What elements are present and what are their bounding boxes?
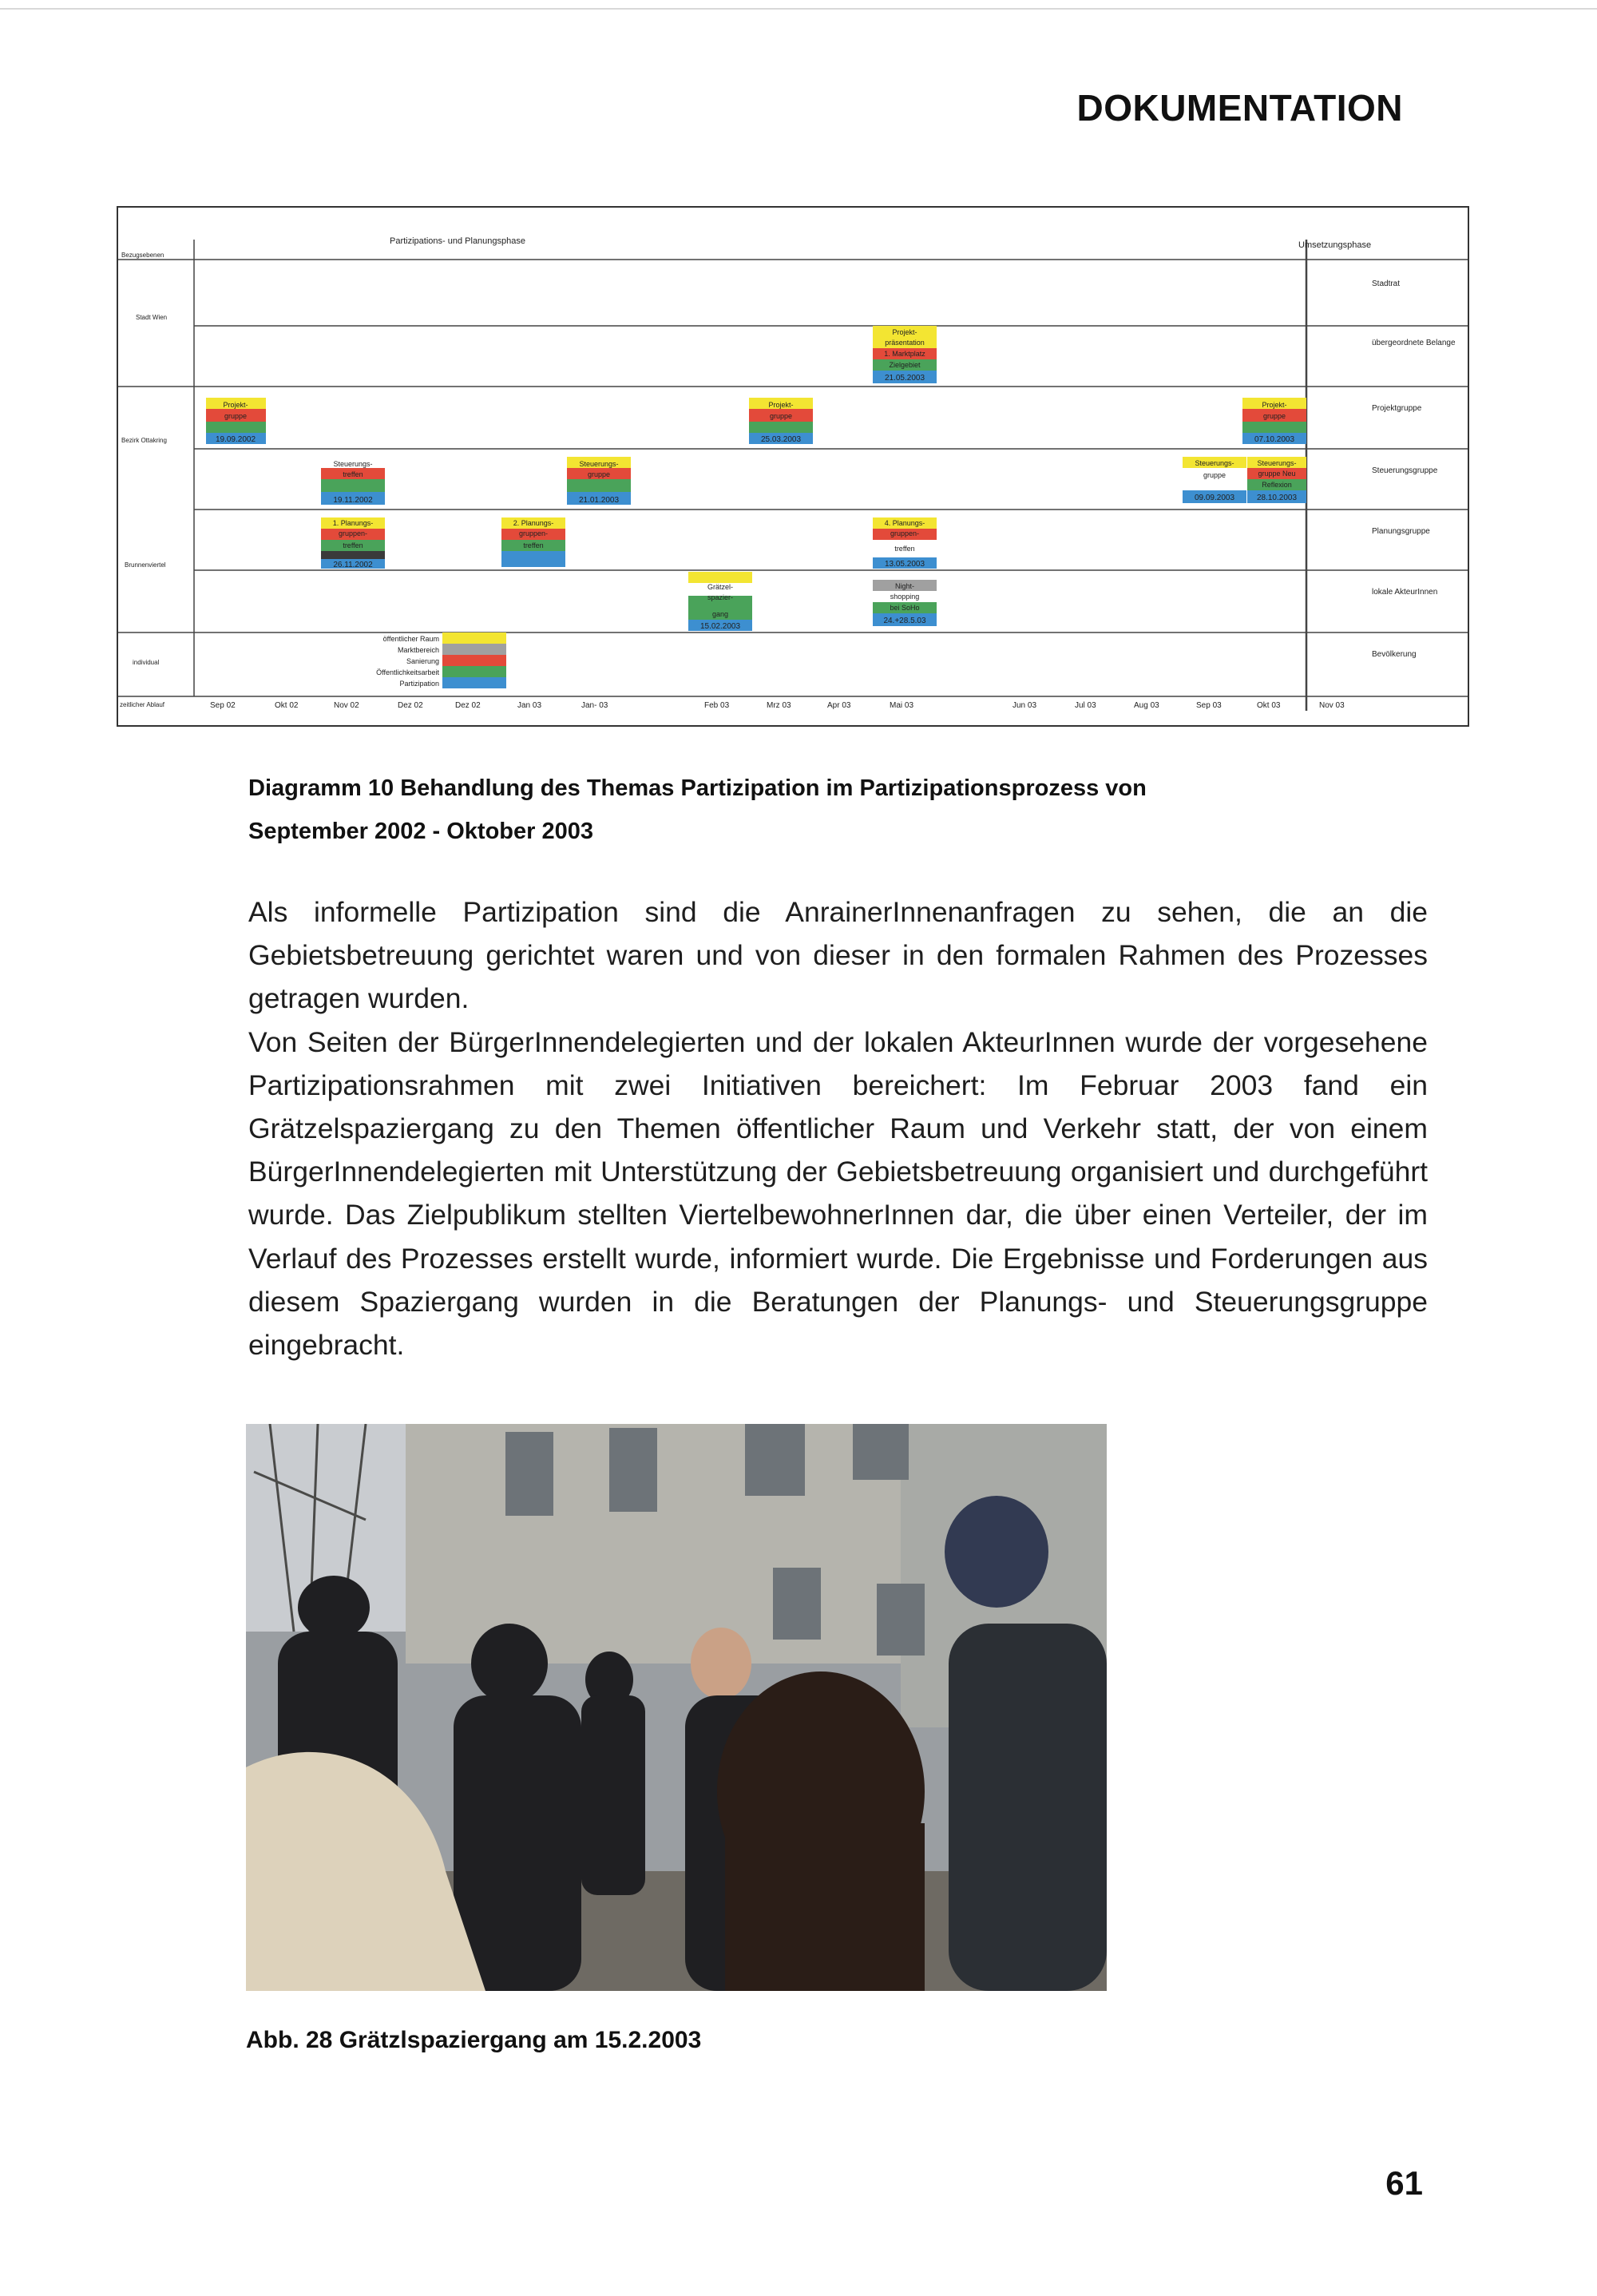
caption-line-1: Diagramm 10 Behandlung des Themas Partizipation im Partizipationsprozess von [248,775,1147,801]
svg-text:Öffentlichkeitsarbeit: Öffentlichkeitsarbeit [376,668,439,676]
paragraph-2: Von Seiten der BürgerInnendelegierten und der lokalen AkteurInnen wurde der vorgesehene Partizipationsrahmen mit zwei Initiativen bereichert: Im Februar 2003 fand ein Grätzelspaziergang zu den Themen öffentlicher Raum und Verkehr statt, der von einem BürgerInnendelegierten mit Unterstützung der Gebietsbetreuung organisiert und durchgeführt wurde. Das Zielpublikum stellten ViertelbewohnerInnen dar, die über einen Verteiler, der im Verlauf des Prozesses erstellt wurde, informiert wurde. Die Ergebnisse und Forderungen aus diesem Spaziergang wurden in die Beratungen der Planungs- und Steuerungsgruppe eingebracht. [248,1025,1428,1362]
month-tick: Feb 03 [704,701,730,710]
svg-text:Zielgebiet: Zielgebiet [889,361,921,369]
svg-text:07.10.2003: 07.10.2003 [1254,435,1295,444]
svg-text:26.11.2002: 26.11.2002 [333,561,373,569]
group-walk-photo [246,1424,1107,1991]
svg-text:treffen: treffen [523,541,544,549]
svg-text:Steuerungs-: Steuerungs- [333,460,373,468]
month-tick: Mai 03 [890,701,914,710]
svg-text:gruppe: gruppe [769,412,793,420]
event-nightshopping [873,580,937,626]
caption-line-2: September 2002 - Oktober 2003 [248,819,593,844]
svg-text:gruppen-: gruppen- [338,529,368,537]
svg-text:Reflexion: Reflexion [1262,481,1292,489]
svg-text:Night-: Night- [894,582,915,590]
month-tick: Jan- 03 [581,701,608,710]
event-graetzelspaziergang [688,572,752,631]
month-tick: Jun 03 [1012,701,1037,710]
event-projektgruppe-2003-03 [749,398,813,444]
phase-implementation-label: Umsetzungsphase [1298,240,1372,250]
svg-text:19.11.2002: 19.11.2002 [333,496,373,505]
svg-text:gang: gang [711,610,729,618]
event-projektpraesentation [873,326,937,383]
svg-text:Partizipation: Partizipation [399,680,439,688]
event-planungsgruppe-4 [873,517,937,569]
right-label-akteure: lokale AkteurInnen [1372,588,1438,597]
svg-text:25.03.2003: 25.03.2003 [760,435,802,444]
svg-text:gruppe Neu: gruppe Neu [1258,470,1296,478]
svg-text:2. Planungs-: 2. Planungs- [513,519,554,527]
month-tick: Mrz 03 [767,701,791,710]
month-tick: Okt 02 [275,701,299,710]
process-diagram [117,206,1469,727]
phase-participation-label: Partizipations- und Planungsphase [390,236,526,246]
month-tick: Okt 03 [1257,701,1281,710]
svg-text:präsentation: präsentation [885,339,925,347]
svg-text:Projekt-: Projekt- [892,328,917,336]
page-number: 61 [1385,2164,1423,2202]
svg-text:Grätzel-: Grätzel- [707,583,734,591]
paragraph-1: Als informelle Partizipation sind die AnrainerInnenanfragen zu sehen, die an die Gebietsbetreuung gerichtet waren und von dieser in den formalen Rahmen des Prozesses getragen wurden. [248,896,1428,1015]
svg-text:Projekt-: Projekt- [1262,401,1287,409]
right-label-bevoelkerung: Bevölkerung [1372,650,1417,659]
svg-text:bei SoHo: bei SoHo [890,604,920,612]
svg-text:Marktbereich: Marktbereich [397,646,439,654]
svg-text:gruppen-: gruppen- [518,529,549,537]
right-label-stadtrat: Stadtrat [1372,280,1401,288]
svg-text:19.09.2002: 19.09.2002 [215,435,256,444]
svg-text:4. Planungs-: 4. Planungs- [884,519,925,527]
svg-text:gruppe: gruppe [224,412,248,420]
svg-text:gruppe: gruppe [1203,471,1226,479]
month-tick: Aug 03 [1134,701,1159,710]
month-tick: Jul 03 [1075,701,1096,710]
event-steuerungsgruppe-2003-01 [567,457,631,505]
level-individual: individual [133,659,160,666]
right-label-projektgruppe: Projektgruppe [1372,404,1422,413]
svg-text:treffen: treffen [343,470,363,478]
svg-text:shopping: shopping [890,593,920,601]
right-label-planungsgruppe: Planungsgruppe [1372,527,1430,536]
svg-text:1. Marktplatz: 1. Marktplatz [884,350,925,358]
svg-text:15.02.2003: 15.02.2003 [699,622,741,631]
svg-text:treffen: treffen [894,545,915,553]
svg-text:gruppen-: gruppen- [890,529,920,537]
photo-caption: Abb. 28 Grätzlspaziergang am 15.2.2003 [246,2027,702,2053]
section-header: DOKUMENTATION [1076,87,1403,129]
month-tick: Sep 03 [1196,701,1222,710]
svg-text:Projekt-: Projekt- [223,401,248,409]
right-label-uebergeordnet: übergeordnete Belange [1372,339,1456,347]
svg-text:09.09.2003: 09.09.2003 [1194,494,1235,502]
event-steuerungsgruppe-2003-09 [1183,457,1246,503]
svg-text:spazier-: spazier- [707,593,734,601]
month-tick: Nov 02 [334,701,359,710]
event-projektgruppe-2003-10 [1242,398,1306,444]
event-planungsgruppe-2 [501,517,565,567]
level-stadt-wien: Stadt Wien [136,314,168,321]
month-tick: Dez 02 [398,701,423,710]
level-header: Bezugsebenen [121,252,164,259]
month-tick: Apr 03 [827,701,851,710]
right-label-steuerungsgruppe: Steuerungsgruppe [1372,466,1438,475]
svg-text:Sanierung: Sanierung [406,657,439,665]
month-tick: Nov 03 [1319,701,1345,710]
svg-text:treffen: treffen [343,541,363,549]
diagram-caption [248,767,1286,853]
event-projektgruppe-2002-09 [206,398,266,444]
event-planungsgruppe-1 [321,517,385,569]
event-steuerungsgruppe-neu [1247,457,1306,503]
svg-text:Projekt-: Projekt- [768,401,794,409]
level-bezirk: Bezirk Ottakring [121,437,167,444]
svg-text:Steuerungs-: Steuerungs- [579,460,619,468]
month-tick: Sep 02 [210,701,236,710]
svg-text:28.10.2003: 28.10.2003 [1256,494,1298,502]
svg-text:öffentlicher Raum: öffentlicher Raum [382,635,439,643]
svg-text:24.+28.5.03: 24.+28.5.03 [883,617,926,625]
body-text [248,890,1428,1366]
diagram-legend [376,632,506,688]
svg-text:Steuerungs-: Steuerungs- [1257,459,1297,467]
svg-text:gruppe: gruppe [1262,412,1286,420]
level-brunnenviertel: Brunnenviertel [125,561,166,569]
svg-text:21.01.2003: 21.01.2003 [578,496,620,505]
event-steuerungstreffen-2002-11 [321,457,385,505]
month-tick: Jan 03 [517,701,542,710]
svg-text:13.05.2003: 13.05.2003 [884,560,925,569]
level-time: zeitlicher Ablauf [120,701,165,708]
top-rule [0,8,1597,10]
svg-text:Steuerungs-: Steuerungs- [1195,459,1234,467]
month-tick: Dez 02 [455,701,481,710]
svg-text:21.05.2003: 21.05.2003 [884,374,925,383]
svg-text:1. Planungs-: 1. Planungs- [332,519,374,527]
svg-text:gruppe: gruppe [587,470,611,478]
